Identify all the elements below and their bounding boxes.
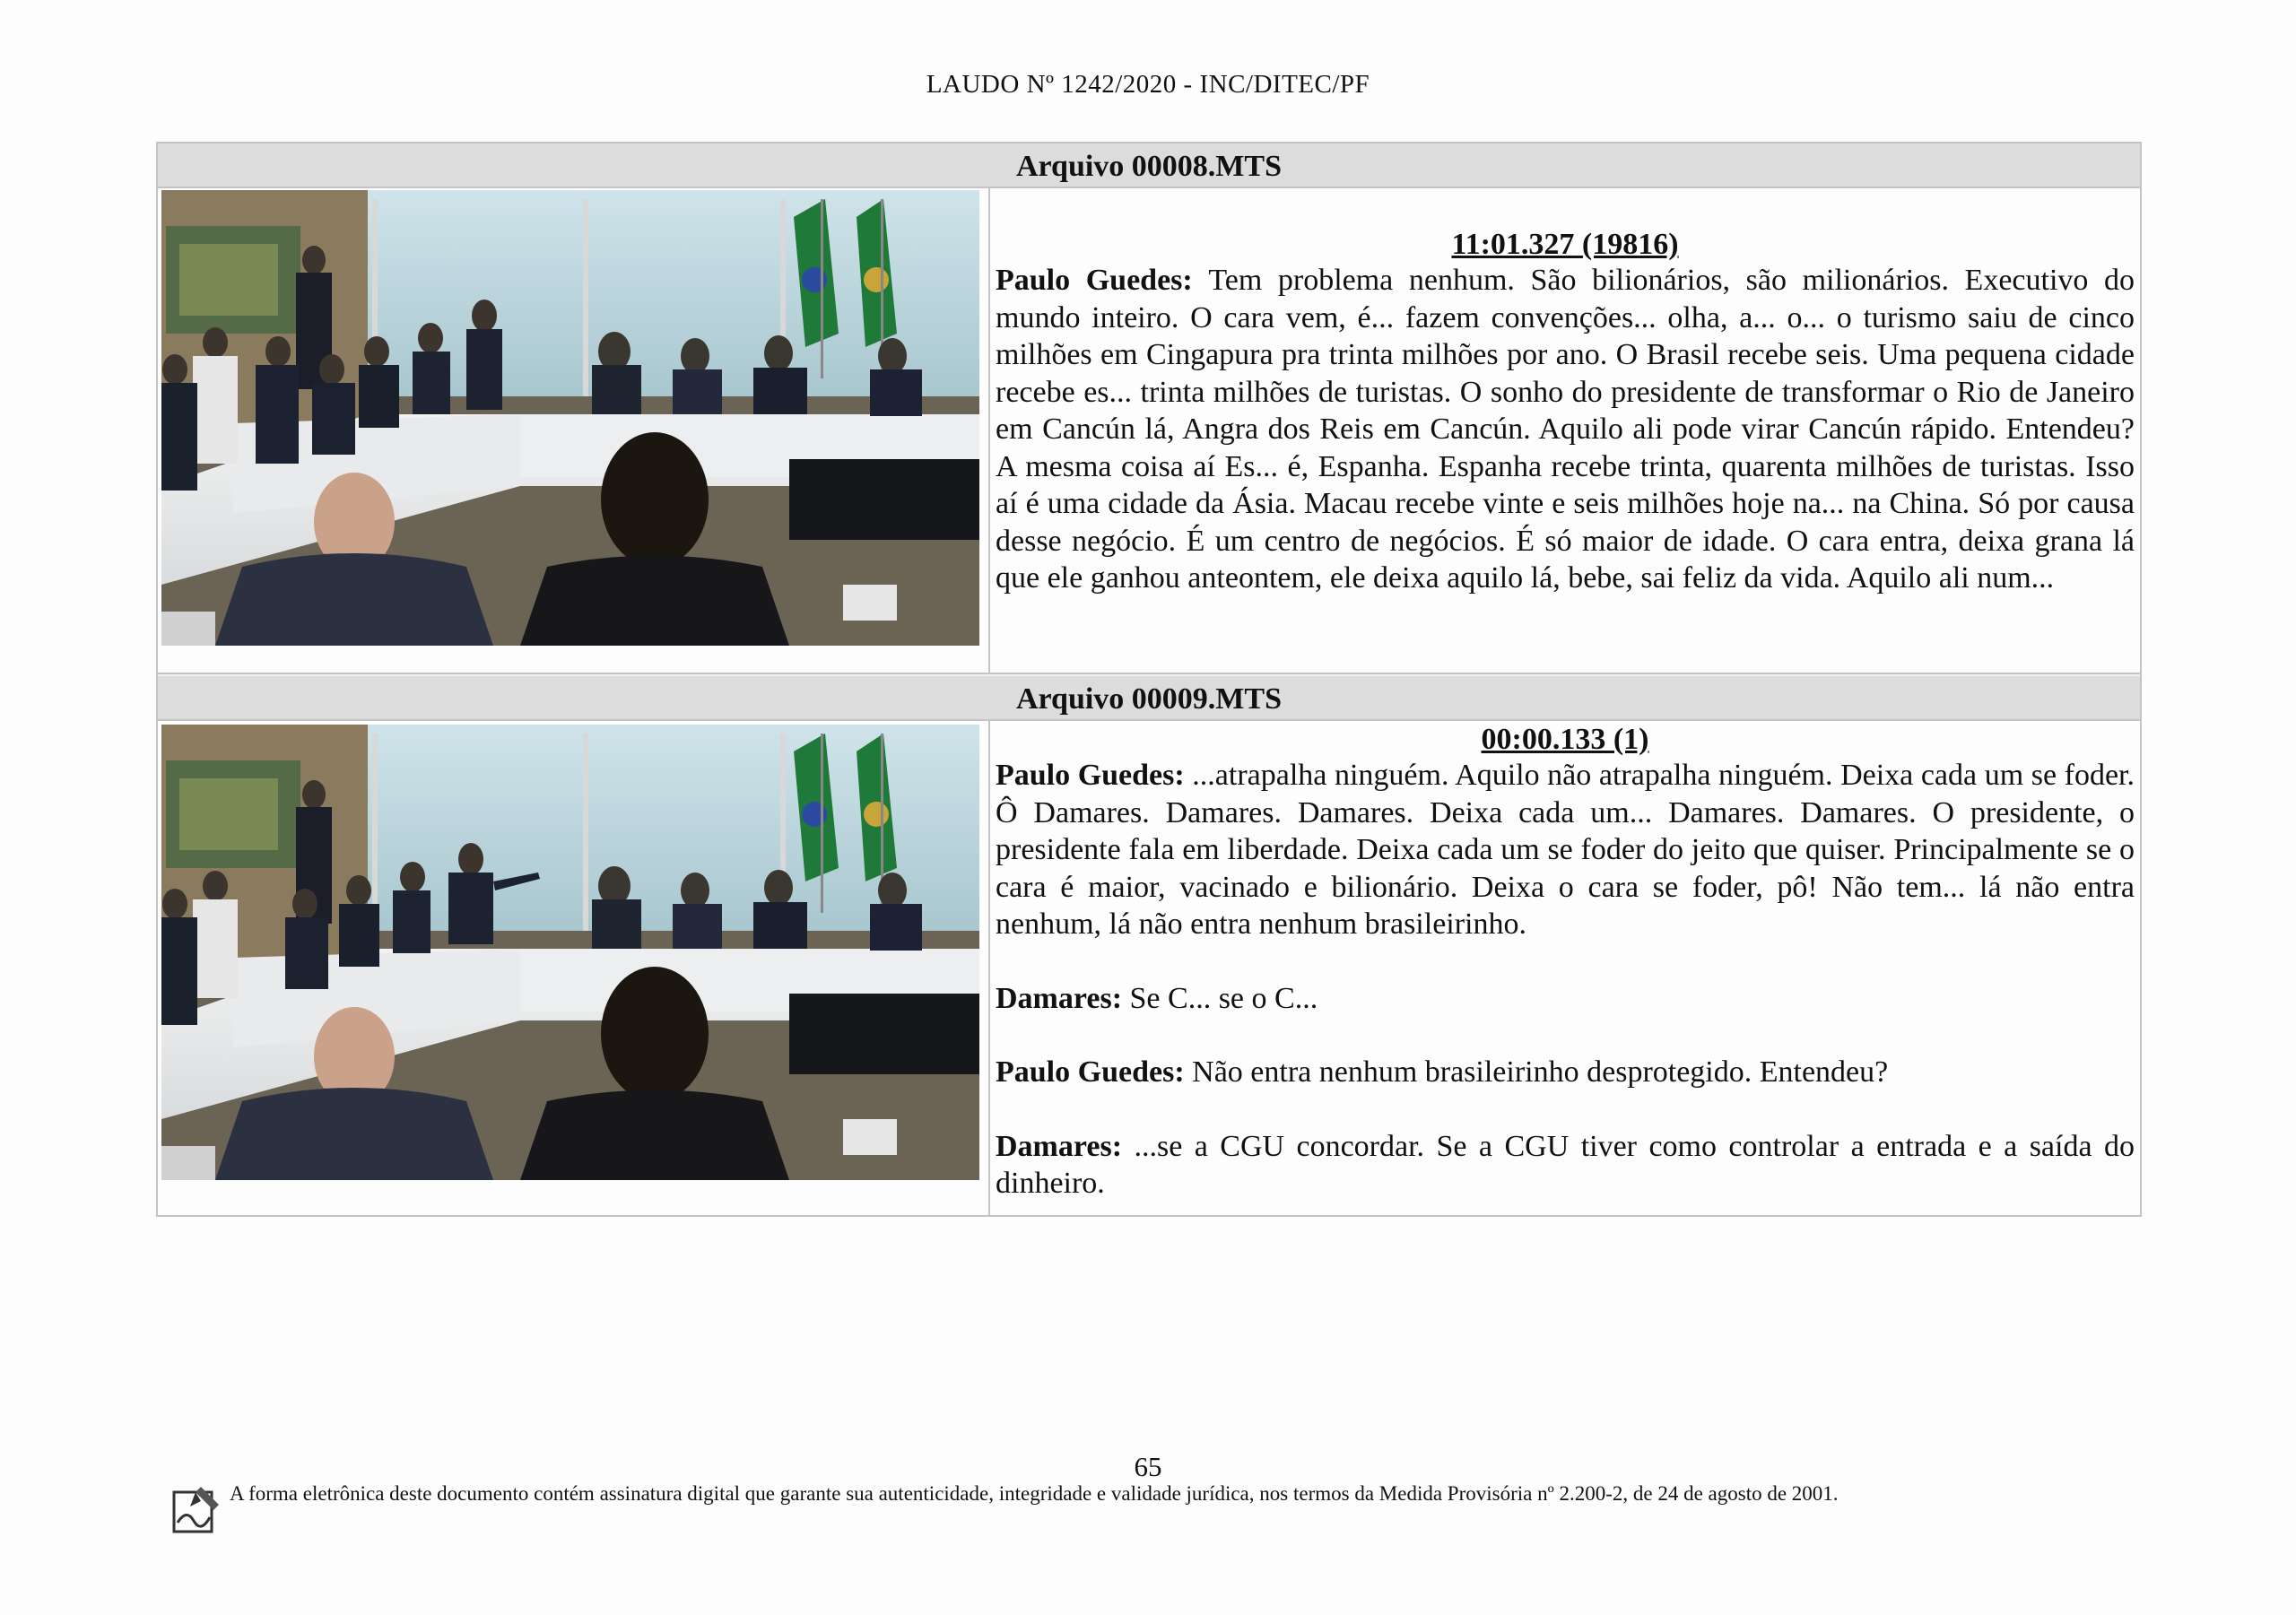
transcript-paragraph: Damares: Se C... se o C... xyxy=(996,981,1318,1015)
speech-text: Se C... se o C... xyxy=(1129,981,1318,1015)
video-frame-photo xyxy=(161,725,979,1180)
transcript-section xyxy=(158,676,2140,1215)
section-title: Arquivo 00009.MTS xyxy=(158,676,2140,721)
transcript-text xyxy=(990,188,2140,673)
speaker-name: Paulo Guedes xyxy=(996,1055,1175,1089)
speaker-name: Paulo Guedes xyxy=(996,264,1183,297)
speaker-name: Paulo Guedes xyxy=(996,759,1175,792)
speaker-name: Damares xyxy=(996,1129,1112,1163)
video-frame-cell xyxy=(158,721,990,1215)
video-frame-cell xyxy=(158,188,990,673)
transcript-table xyxy=(156,142,2142,1217)
speech-text: Não entra nenhum brasileirinho desprotegido. Entendeu? xyxy=(1192,1055,1889,1089)
transcript-text xyxy=(990,721,2140,1215)
transcript-paragraph: Paulo Guedes: ...atrapalha ninguém. Aquilo não atrapalha ninguém. Deixa cada um se foder. Ô Damares. Damares. Damares. Deixa cada um... Damares. Damares. O presidente, o presidente fala em liberdade. Deixa cada um se foder do jeito que quiser. Principalmente se o cara é maior, vacinado e bilionário. Deixa o cara se foder, pô! Não tem... lá não entra nenhum, lá não entra nenhum brasileirinho. xyxy=(996,759,2135,941)
timecode: 00:00.133 (1) xyxy=(1481,723,1649,756)
transcript-section xyxy=(158,143,2140,673)
speech-text: ...atrapalha ninguém. Aquilo não atrapalha ninguém. Deixa cada um se foder. Ô Damares. Damares. Damares. Deixa cada um... Damares. Damares. O presidente, o presidente fala em liberdade. Deixa cada um se foder do jeito que quiser. Principalmente se o cara é maior, vacinado e bilionário. Deixa o cara se foder, pô! Não tem... lá não entra nenhum, lá não entra nenhum brasileirinho. xyxy=(996,759,2135,941)
footer-text: A forma eletrônica deste documento contém assinatura digital que garante sua autenticidade, integridade e validade jurídica, nos termos da Medida Provisória nº 2.200-2, de 24 de agosto de 2001. xyxy=(230,1482,1839,1505)
page-number: 65 xyxy=(1134,1451,1162,1482)
video-frame-photo xyxy=(161,190,979,646)
transcript-paragraph: Paulo Guedes: Não entra nenhum brasileirinho desprotegido. Entendeu? xyxy=(996,1055,1889,1089)
speech-text: ...se a CGU concordar. Se a CGU tiver como controlar a entrada e a saída do dinheiro. xyxy=(996,1129,2135,1200)
speech-text: Tem problema nenhum. São bilionários, são milionários. Executivo do mundo inteiro. O cara vem, é... fazem convenções... olha, a... o... o turismo saiu de cinco milhões em Cingapura pra trinta milhões por ano. O Brasil recebe seis. Uma pequena cidade recebe es... trinta milhões de turistas. O sonho do presidente de transformar o Rio de Janeiro em Cancún lá, Angra dos Reis em Cancún. Aquilo ali pode virar Cancún rápido. Entendeu? A mesma coisa aí Es... é, Espanha. Espanha recebe trinta, quarenta milhões de turistas. Isso aí é uma cidade da Ásia. Macau recebe vinte e seis milhões hoje na... na China. Só por causa desse negócio. É um centro de negócios. É só maior de idade. O cara entra, deixa grana lá que ele ganhou anteontem, ele deixa aquilo lá, bebe, sai feliz da vida. Aquilo ali num... xyxy=(996,264,2135,595)
transcript-paragraph: Damares: ...se a CGU concordar. Se a CGU tiver como controlar a entrada e a saída do dinheiro. xyxy=(996,1129,2135,1200)
signature-footer xyxy=(169,1481,2142,1537)
section-title: Arquivo 00008.MTS xyxy=(158,143,2140,188)
document-header: LAUDO Nº 1242/2020 - INC/DITEC/PF xyxy=(926,70,1370,99)
digital-signature-icon xyxy=(169,1481,224,1537)
transcript-paragraph: Paulo Guedes: Tem problema nenhum. São bilionários, são milionários. Executivo do mundo inteiro. O cara vem, é... fazem convenções... olha, a... o... o turismo saiu de cinco milhões em Cingapura pra trinta milhões por ano. O Brasil recebe seis. Uma pequena cidade recebe es... trinta milhões de turistas. O sonho do presidente de transformar o Rio de Janeiro em Cancún lá, Angra dos Reis em Cancún. Aquilo ali pode virar Cancún rápido. Entendeu? A mesma coisa aí Es... é, Espanha. Espanha recebe trinta, quarenta milhões de turistas. Isso aí é uma cidade da Ásia. Macau recebe vinte e seis milhões hoje na... na China. Só por causa desse negócio. É um centro de negócios. É só maior de idade. O cara entra, deixa grana lá que ele ganhou anteontem, ele deixa aquilo lá, bebe, sai feliz da vida. Aquilo ali num... xyxy=(996,264,2135,595)
speaker-name: Damares xyxy=(996,981,1112,1015)
timecode: 11:01.327 (19816) xyxy=(1451,228,1679,261)
